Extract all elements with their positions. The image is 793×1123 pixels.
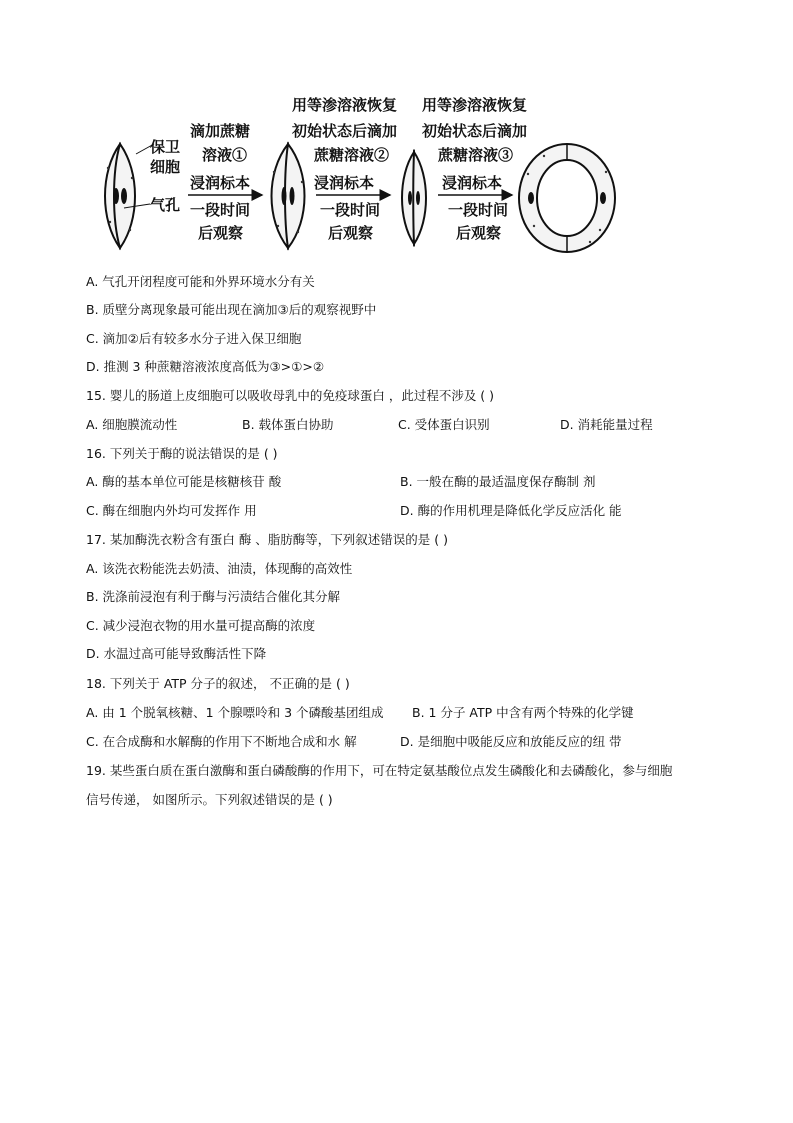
svg-text:一段时间: 一段时间 bbox=[448, 201, 509, 219]
stoma-label: 气孔 bbox=[150, 196, 181, 214]
svg-text:滴加蔗糖: 滴加蔗糖 bbox=[190, 122, 251, 140]
q17-option-b: B. 洗涤前浸泡有利于酶与污渍结合催化其分解 bbox=[86, 589, 341, 604]
guard-cell-label-2: 细胞 bbox=[150, 158, 181, 176]
svg-text:浸润标本: 浸润标本 bbox=[190, 174, 251, 192]
q16-option-c: C. 酶在细胞内外均可发挥作 用 bbox=[86, 503, 257, 518]
q18-option-c: C. 在合成酶和水解酶的作用下不断地合成和水 解 bbox=[86, 734, 357, 749]
guard-cell-label-1: 保卫 bbox=[150, 138, 181, 156]
q16-option-a: A. 酶的基本单位可能是核糖核苷 酸 bbox=[86, 474, 282, 489]
svg-text:用等渗溶液恢复: 用等渗溶液恢复 bbox=[292, 96, 398, 114]
svg-text:蔗糖溶液②: 蔗糖溶液② bbox=[314, 146, 390, 164]
svg-text:浸润标本: 浸润标本 bbox=[314, 174, 375, 192]
svg-text:后观察: 后观察 bbox=[456, 224, 502, 242]
stoma-after-solution1-drawing bbox=[272, 144, 305, 248]
stoma-open-drawing bbox=[514, 140, 620, 256]
q15-option-b: B. 载体蛋白协助 bbox=[242, 417, 334, 432]
q16-option-d: D. 酶的作用机理是降低化学反应活化 能 bbox=[400, 503, 622, 518]
q19-stem-line1: 19. 某些蛋白质在蛋白激酶和蛋白磷酸酶的作用下，可在特定氨基酸位点发生磷酸化和去磷酸化，参与细胞 bbox=[86, 763, 673, 778]
q14-option-c: C. 滴加②后有较多水分子进入保卫细胞 bbox=[86, 331, 302, 346]
q15-option-a: A. 细胞膜流动性 bbox=[86, 417, 178, 432]
step1-text bbox=[190, 122, 250, 242]
q14-option-a: A. 气孔开闭程度可能和外界环境水分有关 bbox=[86, 274, 315, 289]
svg-text:蔗糖溶液③: 蔗糖溶液③ bbox=[438, 146, 514, 164]
step2-text bbox=[291, 96, 397, 242]
q14-option-b: B. 质壁分离现象最可能出现在滴加③后的观察视野中 bbox=[86, 302, 377, 317]
q15-stem: 15. 婴儿的肠道上皮细胞可以吸收母乳中的免疫球蛋白 ，此过程不涉及 ( ) bbox=[86, 388, 495, 403]
q15-option-d: D. 消耗能量过程 bbox=[560, 417, 653, 432]
svg-text:后观察: 后观察 bbox=[328, 224, 374, 242]
q18-stem: 18. 下列关于 ATP 分子的叙述， 不正确的是 ( ) bbox=[86, 676, 350, 691]
q18-option-b: B. 1 分子 ATP 中含有两个特殊的化学键 bbox=[412, 705, 634, 720]
guard-cell-experiment-figure bbox=[92, 92, 552, 254]
q18-option-d: D. 是细胞中吸能反应和放能反应的纽 带 bbox=[400, 734, 622, 749]
stoma-after-solution2-drawing bbox=[402, 152, 426, 244]
svg-text:用等渗溶液恢复: 用等渗溶液恢复 bbox=[422, 96, 528, 114]
q16-stem: 16. 下列关于酶的说法错误的是 ( ) bbox=[86, 446, 278, 461]
svg-text:浸润标本: 浸润标本 bbox=[442, 174, 503, 192]
q17-stem: 17. 某加酶洗衣粉含有蛋白 酶 、脂肪酶等，下列叙述错误的是 ( ) bbox=[86, 532, 449, 547]
step3-text bbox=[421, 96, 527, 242]
svg-text:一段时间: 一段时间 bbox=[190, 201, 251, 219]
q17-option-a: A. 该洗衣粉能洗去奶渍、油渍，体现酶的高效性 bbox=[86, 561, 353, 576]
q18-option-a: A. 由 1 个脱氧核糖、1 个腺嘌呤和 3 个磷酸基团组成 bbox=[86, 705, 384, 720]
q15-option-c: C. 受体蛋白识别 bbox=[398, 417, 490, 432]
q17-option-c: C. 减少浸泡衣物的用水量可提高酶的浓度 bbox=[86, 618, 316, 633]
stoma-initial-drawing bbox=[105, 144, 154, 248]
svg-text:初始状态后滴加: 初始状态后滴加 bbox=[292, 122, 398, 140]
svg-text:溶液①: 溶液① bbox=[202, 146, 248, 164]
q17-option-d: D. 水温过高可能导致酶活性下降 bbox=[86, 646, 267, 661]
q16-option-b: B. 一般在酶的最适温度保存酶制 剂 bbox=[400, 474, 596, 489]
svg-text:后观察: 后观察 bbox=[198, 224, 244, 242]
svg-text:初始状态后滴加: 初始状态后滴加 bbox=[422, 122, 528, 140]
q19-stem-line2: 信号传递， 如图所示。下列叙述错误的是 ( ) bbox=[86, 792, 333, 807]
svg-text:一段时间: 一段时间 bbox=[320, 201, 381, 219]
q14-option-d: D. 推测 3 种蔗糖溶液浓度高低为③>①>② bbox=[86, 359, 325, 374]
